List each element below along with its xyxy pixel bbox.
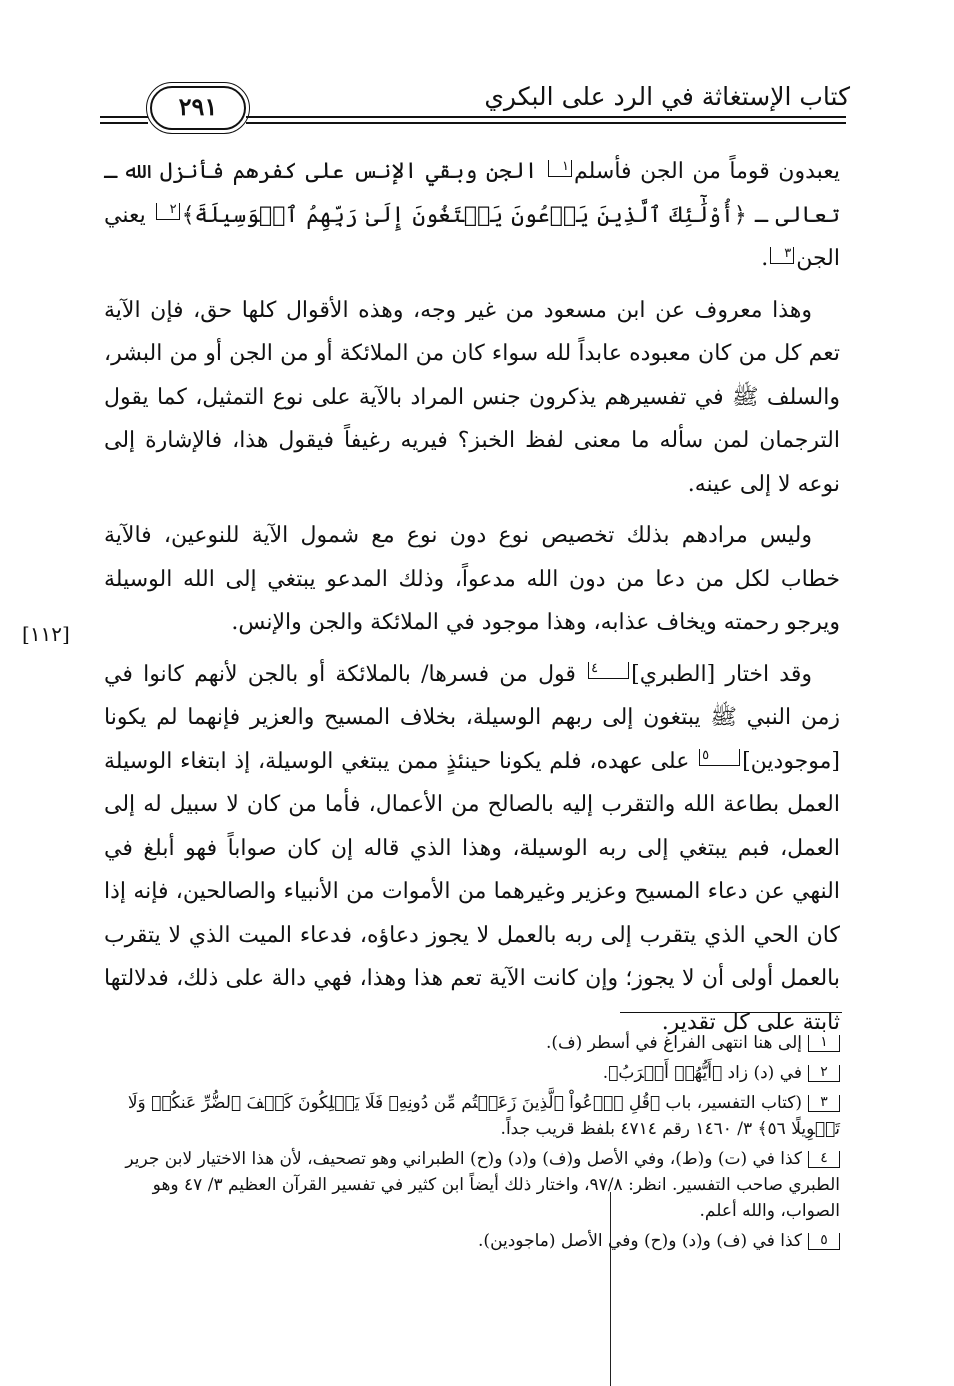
header-rule-right-2 (246, 122, 846, 124)
footnote-separator (620, 1012, 842, 1013)
paragraph-4 (104, 653, 840, 1045)
header-rule-left (100, 116, 148, 118)
footnote-number: ٤ (808, 1151, 840, 1168)
text-run: وقد اختار [الطبري] (631, 661, 812, 687)
footnote-text: كذا في (ف) و(د) و(ح) وفي الأصل (ماجودين). (478, 1231, 802, 1251)
header-rule-right (246, 116, 846, 118)
footnote-number: ٥ (808, 1233, 840, 1250)
footnote-3 (100, 1090, 840, 1142)
footnote-ref-5[interactable]: ٥ (699, 749, 740, 766)
footnote-ref-1[interactable]: ١ (548, 160, 572, 177)
page-number-badge (150, 86, 246, 130)
footnote-1 (100, 1030, 840, 1056)
text-run: يعبدون قوماً من الجن فأسلم (573, 159, 841, 184)
header-rule-left-2 (100, 122, 148, 124)
footnote-ref-2[interactable]: ٢ (156, 203, 180, 220)
footnote-number: ٣ (808, 1095, 840, 1112)
text-run: يعني الجن (104, 202, 840, 271)
footnote-4 (100, 1146, 840, 1224)
main-text (104, 150, 840, 1044)
paragraph-3: وليس مرادهم بذلك تخصيص نوع دون نوع مع شمول الآية للنوعين، فالآية خطاب لكل من دعا من دون الله مدعواً، وذلك المدعو يبتغي إلى الله الوسيلة ويرجو رحمته ويخاف عذابه، وهذا موجود في الملائكة والجن والإنس. (104, 523, 840, 635)
footnote-text: إلى هنا انتهى الفراغ في أسطر (ف). (546, 1033, 802, 1053)
text-run: . (761, 246, 769, 271)
footnote-text: في (د) زاد ﴿أَيُّهُمۡ أَقۡرَبُ﴾. (602, 1063, 802, 1083)
footnote-ref-4[interactable]: ٤ (588, 662, 629, 679)
footnote-text: (كتاب التفسير، باب ﴿قُلِ ٱدۡعُواْ ٱلَّذِينَ زَعَمۡتُم مِّن دُونِهِۦ فَلَا يَمۡلِكُونَ كَشۡفَ ٱلضُّرِّ عَنكُمۡ وَلَا تَحۡوِيلًا ٥٦﴾ ٣/ ١٤٦٠ رقم ٤٧١٤ بلفظ قريب جداً. (127, 1093, 840, 1139)
footnote-number: ٢ (808, 1065, 840, 1082)
footnotes (100, 1030, 840, 1258)
paragraph-1 (104, 150, 840, 281)
footnote-2 (100, 1060, 840, 1086)
running-header-title: كتاب الإستغاثة في الرد على البكري (484, 82, 850, 111)
text-run: على عهده، فلم يكونا حينئذٍ ممن يبتغي الوسيلة، إذ ابتغاء الوسيلة العمل بطاعة الله والتقرب إليه بالصالح من الأعمال، فأما من كان لا سبيل له إلى العمل، فبم يبتغي إلى ربه الوسيلة، وهذا الذي قاله إن كان صواباً فهو أبلغ في النهي عن دعاء المسيح وعزير وغيرهما من الأموات من الأنبياء والصالحين، فإنه إذا كان الحي الذي يتقرب إلى ربه بالعمل لا يجوز دعاؤه، فدعاء الميت الذي لا يتقرب بالعمل أولى أن لا يجوز؛ وإن كانت الآية تعم هذا وهذا، فهي دالة على ذلك، فدلالتها ثابتة على كل تقدير. (104, 748, 840, 1035)
text-run: قول من فسرها/ بالملائكة أو بالجن لأنهم كانوا في زمن النبي ﷺ يبتغون إلى ربهم الوسيلة، بخلاف المسيح والعزير فإنهما لم يكونا [موجودين] (104, 661, 841, 774)
manuscript-folio-marker: [١١٢] (22, 622, 70, 646)
footnote-number: ١ (808, 1035, 840, 1052)
text-run: الجن وبقي الإنس على كفرهم فأنزل الله ـ تعالى ـ ﴿أُوْلَٰٓئِكَ ٱلَّذِينَ يَدۡعُونَ يَبۡتَغُونَ إِلَىٰ رَبِّهِمُ ٱلۡوَسِيلَةَ﴾ (104, 159, 840, 228)
paragraph-2: وهذا معروف عن ابن مسعود من غير وجه، وهذه الأقوال كلها حق، فإن الآية تعم كل من كان معبوده عابداً لله سواء كان من الملائكة أو من الجن أو من البشر، والسلف ﷺ في تفسيرهم يذكرون جنس المراد بالآية على نوع التمثيل، كما يقول الترجمان لمن سأله ما معنى لفظ الخبز؟ فيريه رغيفاً فيقول هذا، فالإشارة إلى نوعه لا إلى عينه. (104, 297, 840, 497)
footnote-text: كذا في (ت) و(ط)، وفي الأصل و(ف) و(د) و(ح) الطبراني وهو تصحيف، لأن هذا الاختيار لابن جرير الطبري صاحب التفسير. انظر: ٩٧/٨، واختار ذلك أيضاً ابن كثير في تفسير القرآن العظيم ٣/ ٤٧ وهو الصواب، والله أعلم. (125, 1149, 840, 1221)
page-number: ٢٩١ (178, 92, 218, 121)
footnote-ref-3[interactable]: ٣ (770, 247, 794, 264)
footnote-5 (100, 1228, 840, 1254)
